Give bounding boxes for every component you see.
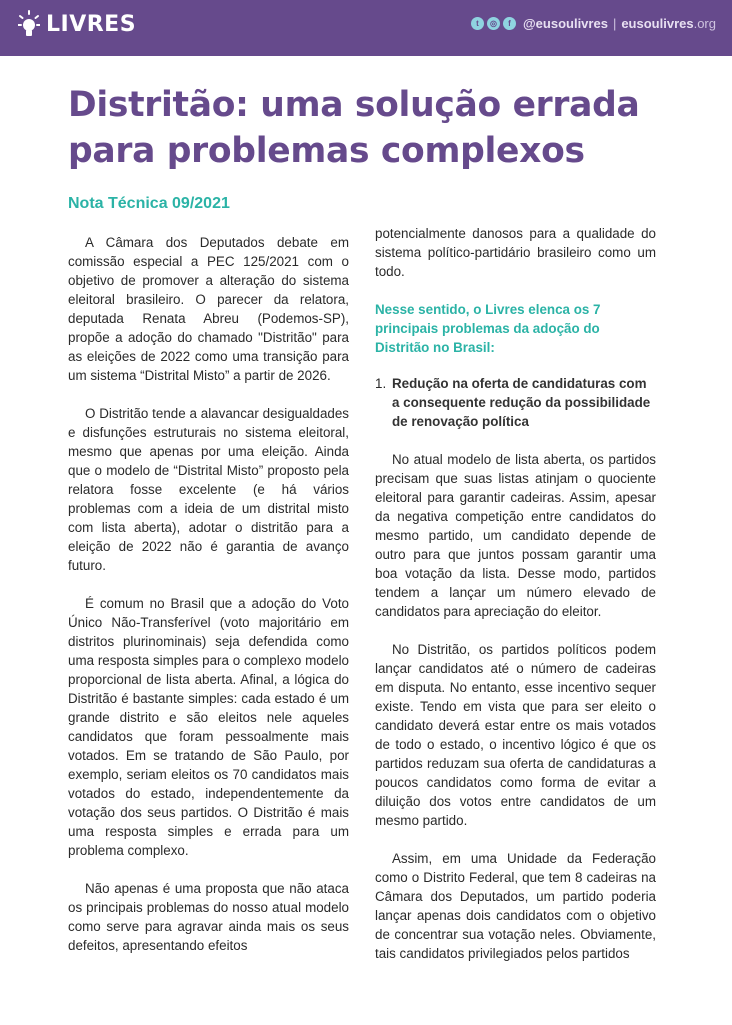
site-link[interactable] xyxy=(621,16,716,31)
livres-logo xyxy=(18,10,136,40)
site-name: eusoulivres xyxy=(621,16,694,31)
paragraph: Não apenas é uma proposta que não ataca os principais problemas do nosso atual modelo como serve para agravar ainda mais os seus defeitos, apresentando efeitos xyxy=(68,881,349,953)
paragraph-continuation: potencialmente danosos para a qualidade do sistema político-partidário brasileiro como um todo. xyxy=(375,226,656,279)
paragraph: O Distritão tende a alavancar desigualdades e disfunções estruturais no sistema eleitoral, mesmo que apenas por uma eleição. Ainda que o modelo de “Distrital Misto” proposto pela relatora fosse excelente (e há vários problemas com a ideia de um distrital misto com lista aberta), adotar o distritão para a eleição de 2022 não é garantia de avanço futuro. xyxy=(68,406,349,573)
left-column xyxy=(68,233,349,974)
page-title: Distritão: uma solução errada para problemas complexos xyxy=(68,85,640,171)
list-item-heading: Redução na oferta de candidaturas com a consequente redução da possibilidade de renovação política xyxy=(392,376,651,429)
brand-name: LIVRES xyxy=(46,12,137,37)
right-column xyxy=(375,224,656,982)
header-bar xyxy=(0,0,732,56)
instagram-icon[interactable]: ◎ xyxy=(487,17,500,30)
paragraph: É comum no Brasil que a adoção do Voto Único Não-Transferível (voto majoritário em distritos plurinominais) seja defendida como uma resposta simples para o complexo modelo proporcional de lista aberta. Afinal, a lógica do Distritão é bastante simples: cada estado é um grande distrito e são eleitos nele aqueles candidatos que foram pessoalmente mais votados. Em se tratando de São Paulo, por exemplo, seriam eleitos os 70 candidatos mais votados do estado, independentemente da votação dos seus partidos. O Distritão é mais uma resposta simples e errada para um problema complexo. xyxy=(68,596,349,858)
paragraph: No Distritão, os partidos políticos podem lançar candidatos até o número de cadeiras em disputa. No entanto, esse incentivo sequer existe. Tendo em vista que para ser eleito o candidato deverá estar entre os mais votados de todo o estado, o incentivo lógico é que os partidos reduzam sua oferta de candidaturas a poucos candidatos como forma de evitar a diluição dos votos entre candidatos de um mesmo partido. xyxy=(375,642,656,828)
paragraph: Assim, em uma Unidade da Federação como o Distrito Federal, que tem 8 cadeiras na Câmara dos Deputados, um partido poderia lançar apenas dois candidatos com o objetivo de concentrar sua votação neles. Obviamente, tais candidatos privilegiados pelos partidos xyxy=(375,851,656,961)
lightbulb-icon xyxy=(18,10,40,40)
list-item-number: 1. xyxy=(375,376,387,391)
twitter-icon[interactable]: t xyxy=(471,17,484,30)
header-separator: | xyxy=(612,16,617,31)
social-links xyxy=(471,16,716,31)
social-handle[interactable]: @eusoulivres xyxy=(523,16,608,31)
document-subtitle: Nota Técnica 09/2021 xyxy=(68,195,230,212)
facebook-icon[interactable]: f xyxy=(503,17,516,30)
list-item xyxy=(375,374,656,431)
paragraph: No atual modelo de lista aberta, os partidos precisam que suas listas atinjam o quociente eleitoral para garantir cadeiras. Assim, apesar da negativa competição entre candidatos do mesmo partido, um candidato depende de outro para que juntos possam garantir uma boa votação da lista. Desse modo, partidos tendem a lançar um número elevado de candidatos para apreciação do eleitor. xyxy=(375,452,656,619)
paragraph: A Câmara dos Deputados debate em comissão especial a PEC 125/2021 com o objetivo de promover a alteração do sistema eleitoral brasileiro. O parecer da relatora, deputada Renata Abreu (Podemos-SP), propõe a adoção do chamado "Distritão" para as eleições de 2022 como uma transição para um sistema “Distrital Misto” a partir de 2026. xyxy=(68,235,349,383)
highlight-text: Nesse sentido, o Livres elenca os 7 principais problemas da adoção do Distritão no Brasil: xyxy=(375,302,601,355)
site-domain: .org xyxy=(693,16,716,31)
